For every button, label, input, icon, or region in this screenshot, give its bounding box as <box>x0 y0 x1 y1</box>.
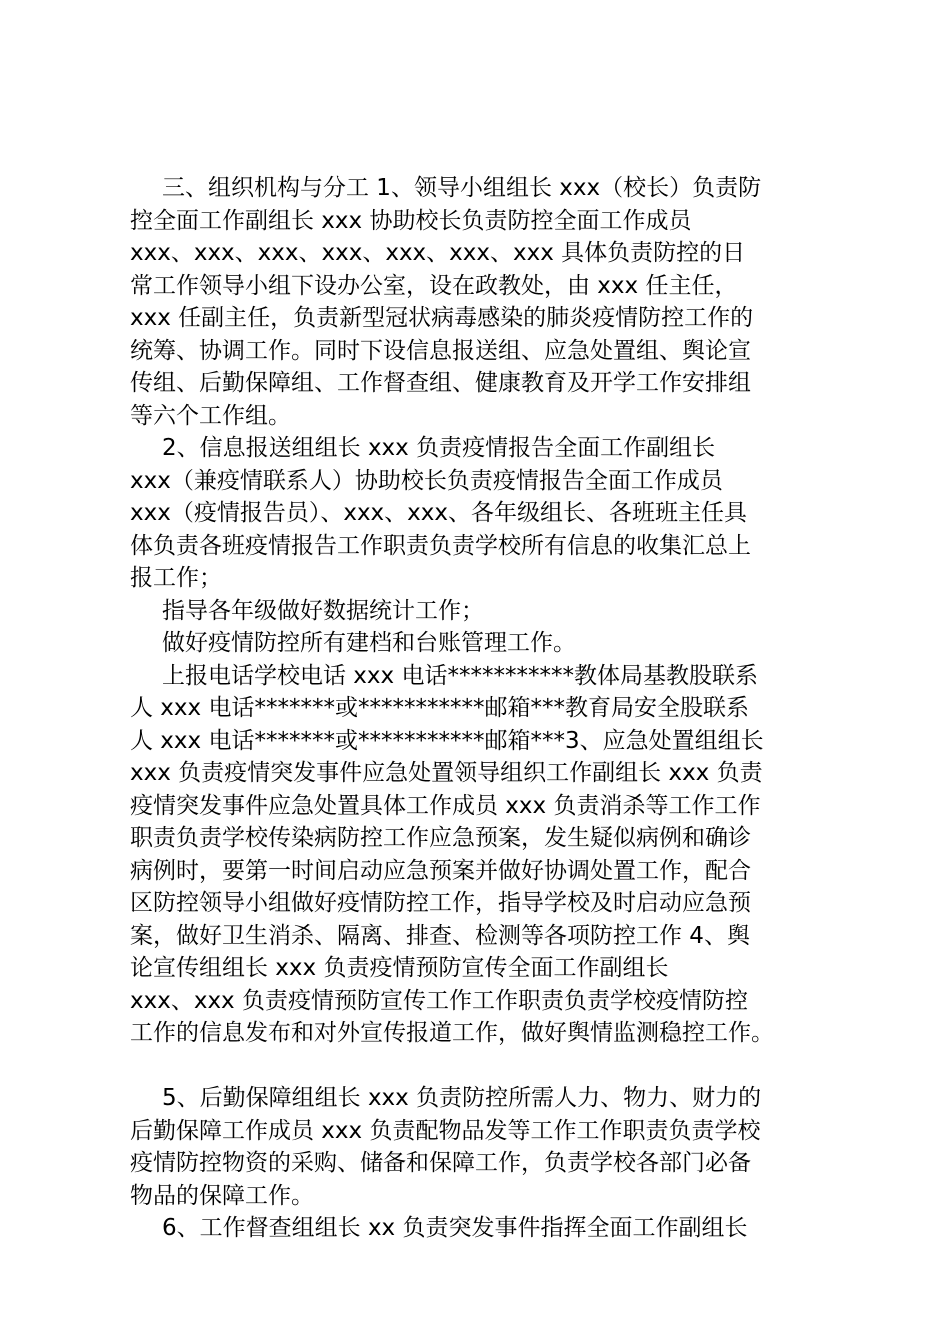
paragraph-line: 案，做好卫生消杀、隔离、排查、检测等各项防控工作 4、舆 <box>130 922 750 949</box>
paragraph-line: 控全面工作副组长 xxx 协助校长负责防控全面工作成员 <box>130 207 692 234</box>
paragraph-line: 报工作； <box>130 565 222 591</box>
paragraph-line: xxx、xxx、xxx、xxx、xxx、xxx、xxx 具体负责防控的日 <box>130 240 746 266</box>
paragraph-line: 2、信息报送组组长 xxx 负责疫情报告全面工作副组长 <box>162 435 716 461</box>
paragraph-line: 后勤保障工作成员 xxx 负责配物品发等工作工作职责负责学校 <box>130 1117 761 1144</box>
document-body <box>130 172 830 1245</box>
paragraph-line: 体负责各班疫情报告工作职责负责学校所有信息的收集汇总上 <box>130 532 751 559</box>
paragraph-line: 区防控领导小组做好疫情防控工作，指导学校及时启动应急预 <box>130 890 751 916</box>
paragraph-line: 做好疫情防控所有建档和台账管理工作。 <box>162 630 576 656</box>
paragraph-line: 论宣传组组长 xxx 负责疫情预防宣传全面工作副组长 <box>130 955 669 981</box>
paragraph-line: 物品的保障工作。 <box>130 1182 314 1209</box>
paragraph-line: 三、组织机构与分工 1、领导小组组长 xxx（校长）负责防 <box>162 175 762 201</box>
paragraph-line: xxx 任副主任，负责新型冠状病毒感染的肺炎疫情防控工作的 <box>130 305 754 331</box>
paragraph-line: xxx、xxx 负责疫情预防宣传工作工作职责负责学校疫情防控 <box>130 987 748 1014</box>
paragraph-line: 5、后勤保障组组长 xxx 负责防控所需人力、物力、财力的 <box>162 1085 762 1111</box>
paragraph-line: xxx 负责疫情突发事件应急处置领导组织工作副组长 xxx 负责 <box>130 760 763 786</box>
paragraph-line: xxx（疫情报告员）、xxx、xxx、各年级组长、各班班主任具 <box>130 500 748 526</box>
paragraph-line: 疫情突发事件应急处置具体工作成员 xxx 负责消杀等工作工作 <box>130 792 761 819</box>
paragraph-line: 职责负责学校传染病防控工作应急预案，发生疑似病例和确诊 <box>130 825 751 851</box>
paragraph-line: 工作的信息发布和对外宣传报道工作，做好舆情监测稳控工作。 <box>130 1020 774 1046</box>
paragraph-line: 统筹、协调工作。同时下设信息报送组、应急处置组、舆论宣 <box>130 337 751 364</box>
paragraph-line: 病例时，要第一时间启动应急预案并做好协调处置工作，配合 <box>130 857 751 884</box>
paragraph-spacer <box>130 1050 830 1083</box>
paragraph-line: 人 xxx 电话*******或***********邮箱***3、应急处置组组长 <box>130 727 764 754</box>
paragraph-line: 疫情防控物资的采购、储备和保障工作，负责学校各部门必备 <box>130 1150 751 1176</box>
paragraph-line: 6、工作督查组组长 xx 负责突发事件指挥全面工作副组长 <box>162 1215 748 1241</box>
paragraph-line: 上报电话学校电话 xxx 电话***********教体局基教股联系 <box>162 662 758 689</box>
paragraph-line: 传组、后勤保障组、工作督查组、健康教育及开学工作安排组 <box>130 370 751 396</box>
paragraph-line: 常工作领导小组下设办公室，设在政教处，由 xxx 任主任， <box>130 272 738 299</box>
paragraph-line: 指导各年级做好数据统计工作； <box>162 597 484 624</box>
paragraph-line: xxx（兼疫情联系人）协助校长负责疫情报告全面工作成员 <box>130 467 723 494</box>
paragraph-line: 等六个工作组。 <box>130 402 291 429</box>
paragraph-line: 人 xxx 电话*******或***********邮箱***教育局安全股联系 <box>130 695 749 721</box>
